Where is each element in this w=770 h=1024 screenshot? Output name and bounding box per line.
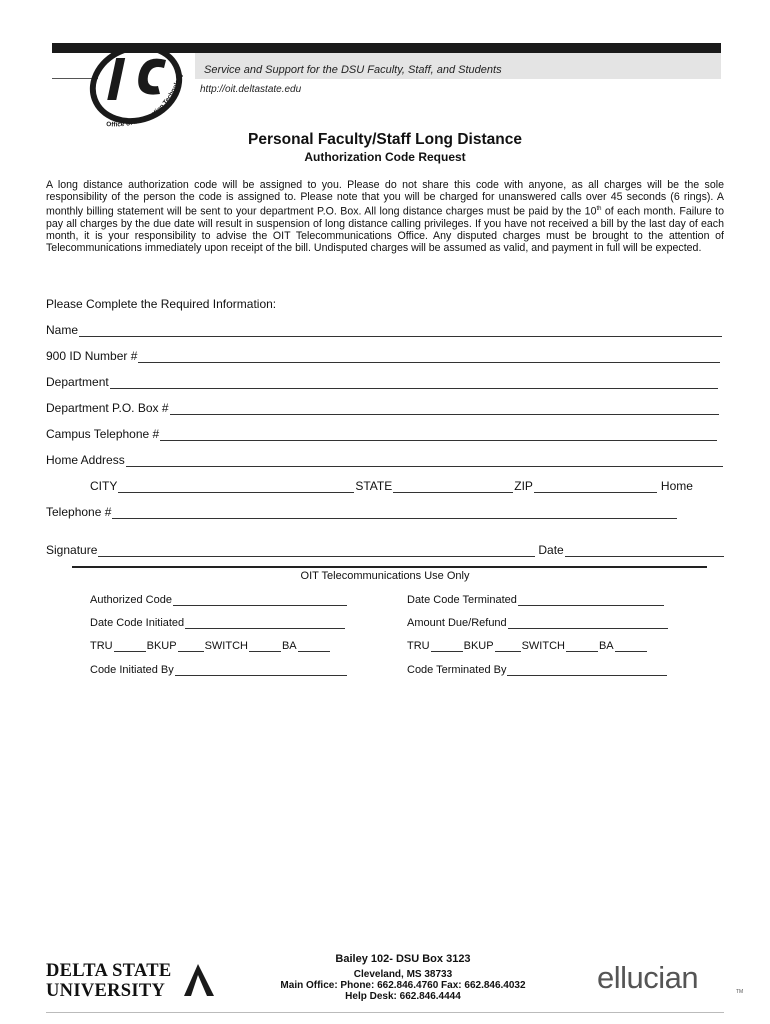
authorized-code-field[interactable]: [90, 594, 348, 606]
id-number-label: 900 ID Number #: [46, 349, 138, 363]
date-code-initiated-field[interactable]: [90, 617, 346, 629]
tru-line[interactable]: [114, 641, 146, 652]
office-use-heading: OIT Telecommunications Use Only: [300, 570, 470, 582]
header-url: http://oit.deltastate.edu: [200, 84, 302, 95]
department-line[interactable]: [110, 377, 718, 389]
telephone-line[interactable]: [112, 507, 677, 519]
signature-label: Signature: [46, 543, 98, 557]
footer-address-line4: Help Desk: 662.846.4444: [345, 991, 461, 1002]
ellucian-logo: ellucian: [597, 960, 699, 995]
date-label: Date: [538, 543, 564, 557]
home-address-label: Home Address: [46, 453, 125, 467]
date-code-terminated-line[interactable]: [518, 595, 664, 606]
switch-label-2: SWITCH: [521, 640, 565, 652]
city-state-zip-row: [90, 479, 720, 493]
trademark-mark: TM: [736, 989, 744, 995]
equipment-row-right: [407, 640, 648, 652]
po-box-line[interactable]: [170, 403, 719, 415]
telephone-field[interactable]: [46, 505, 677, 519]
switch-line-2[interactable]: [566, 641, 598, 652]
amount-due-line[interactable]: [508, 618, 668, 629]
campus-phone-line[interactable]: [160, 429, 717, 441]
instructions: Please Complete the Required Information:: [46, 297, 277, 311]
amount-due-label: Amount Due/Refund: [407, 617, 507, 629]
university-line1: DELTA STATE: [46, 961, 172, 981]
footer-address-line1: Bailey 102- DSU Box 3123: [335, 953, 471, 965]
footer-address-line2: Cleveland, MS 38733: [353, 969, 453, 980]
form-subtitle: Authorization Code Request: [304, 150, 466, 164]
city-line[interactable]: [118, 481, 354, 493]
tru-label: TRU: [90, 640, 113, 652]
po-box-label: Department P.O. Box #: [46, 401, 169, 415]
signature-row: [46, 543, 724, 557]
ba-line-2[interactable]: [615, 641, 647, 652]
form-title: Personal Faculty/Staff Long Distance: [248, 131, 522, 148]
code-initiated-by-line[interactable]: [175, 665, 347, 676]
equipment-row-left: [90, 640, 331, 652]
office-use-divider: [72, 566, 707, 568]
id-number-field[interactable]: [46, 349, 720, 363]
tru-label-2: TRU: [407, 640, 430, 652]
campus-phone-field[interactable]: [46, 427, 717, 441]
department-field[interactable]: [46, 375, 718, 389]
telephone-label: Telephone #: [46, 505, 112, 519]
code-initiated-by-field[interactable]: [90, 664, 348, 676]
policy-text-part2: of each month. Failure to pay all charges by the due date will result in suspension of long distance calling privileges. If you have not received a bill by the last day of each month, it is your responsibility to advise the OIT Telecommunications Office. Any disputed charges must be brought to the attention of Telecommunications immediately upon receipt of the bill. Undisputed charges will be assumed as valid, and payment in full will be expected.: [46, 205, 724, 254]
university-line2: UNIVERSITY: [46, 981, 166, 1001]
switch-label: SWITCH: [204, 640, 248, 652]
delta-triangle-icon: [178, 960, 216, 998]
date-code-terminated-field[interactable]: [407, 594, 665, 606]
state-line[interactable]: [393, 481, 513, 493]
campus-phone-label: Campus Telephone #: [46, 427, 160, 441]
switch-line[interactable]: [249, 641, 281, 652]
home-label: Home: [660, 479, 693, 493]
oit-logo: [84, 40, 204, 136]
amount-due-field[interactable]: [407, 617, 669, 629]
bkup-line-2[interactable]: [495, 641, 521, 652]
date-line[interactable]: [565, 545, 724, 557]
code-terminated-by-field[interactable]: [407, 664, 668, 676]
ba-label: BA: [281, 640, 297, 652]
home-address-line[interactable]: [126, 455, 723, 467]
id-number-line[interactable]: [138, 351, 720, 363]
delta-state-wordmark: [46, 961, 172, 1001]
name-line[interactable]: [79, 325, 722, 337]
city-label: CITY: [90, 479, 118, 493]
authorized-code-line[interactable]: [173, 595, 347, 606]
date-code-initiated-label: Date Code Initiated: [90, 617, 185, 629]
name-field[interactable]: [46, 323, 722, 337]
date-code-initiated-line[interactable]: [185, 618, 345, 629]
po-box-field[interactable]: [46, 401, 719, 415]
authorized-code-label: Authorized Code: [90, 594, 172, 606]
policy-text-part1: A long distance authorization code will be assigned to you. Please do not share this code with anyone, as all charges will be the sole responsibility of the person the code is assigned to. Please note that you will be charged for unanswered calls over 45 seconds (6 rings). A monthly billing statement will be sent to your department P.O. Box. All long distance charges must be paid by the 10: [46, 179, 724, 218]
bkup-label-2: BKUP: [463, 640, 494, 652]
zip-line[interactable]: [534, 481, 657, 493]
footer-address-line3: Main Office: Phone: 662.846.4760 Fax: 662.846.4032: [280, 980, 526, 991]
ba-label-2: BA: [598, 640, 614, 652]
logo-ring-text: Office of Information Technology: [105, 71, 185, 129]
bkup-label: BKUP: [146, 640, 177, 652]
home-address-field[interactable]: [46, 453, 723, 467]
department-label: Department: [46, 375, 109, 389]
date-code-terminated-label: Date Code Terminated: [407, 594, 517, 606]
state-label: STATE: [355, 479, 393, 493]
bkup-line[interactable]: [178, 641, 204, 652]
code-terminated-by-label: Code Terminated By: [407, 664, 507, 676]
policy-superscript: th: [596, 206, 602, 212]
name-label: Name: [46, 323, 79, 337]
footer-rule: [46, 1012, 724, 1013]
tru-line-2[interactable]: [431, 641, 463, 652]
ba-line[interactable]: [298, 641, 330, 652]
zip-label: ZIP: [514, 479, 533, 493]
policy-paragraph: [46, 179, 724, 254]
signature-line[interactable]: [98, 545, 535, 557]
header-tagline: Service and Support for the DSU Faculty, Staff, and Students: [204, 64, 502, 76]
code-initiated-by-label: Code Initiated By: [90, 664, 174, 676]
code-terminated-by-line[interactable]: [507, 665, 667, 676]
